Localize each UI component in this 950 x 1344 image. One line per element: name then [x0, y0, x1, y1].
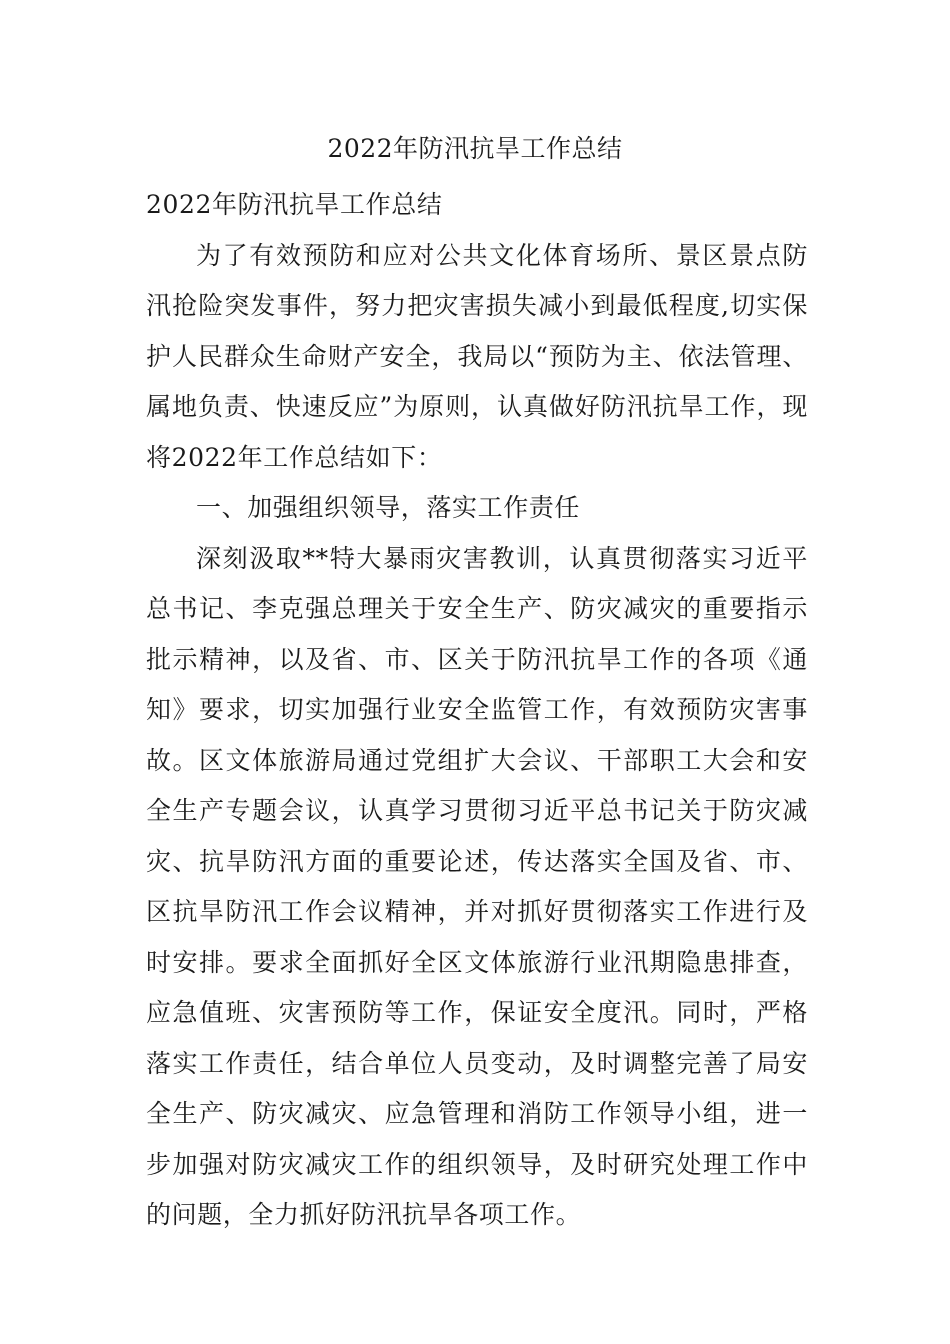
section-paragraph: 深刻汲取**特大暴雨灾害教训，认真贯彻落实习近平总书记、李克强总理关于安全生产、防灾减灾的重要指示批示精神，以及省、市、区关于防汛抗旱工作的各项《通知》要求，切实加强行业安全监管工作，有效预防灾害事故。区文体旅游局通过党组扩大会议、干部职工大会和安全生产专题会议，认真学习贯彻习近平总书记关于防灾减灾、抗旱防汛方面的重要论述，传达落实全国及省、市、区抗旱防汛工作会议精神，并对抓好贯彻落实工作进行及时安排。要求全面抓好全区文体旅游行业汛期隐患排查，应急值班、灾害预防等工作，保证安全度汛。同时，严格落实工作责任，结合单位人员变动，及时调整完善了局安全生产、防灾减灾、应急管理和消防工作领导小组，进一步加强对防灾减灾工作的组织领导，及时研究处理工作中的问题，全力抓好防汛抗旱各项工作。 — [146, 543, 808, 1229]
document-subtitle: 2022年防汛抗旱工作总结 — [146, 190, 443, 219]
section-heading: 一、加强组织领导，落实工作责任 — [196, 493, 581, 522]
document-title: 2022年防汛抗旱工作总结 — [327, 134, 623, 163]
intro-paragraph: 为了有效预防和应对公共文化体育场所、景区景点防汛抢险突发事件，努力把灾害损失减小到最低程度,切实保护人民群众生命财产安全，我局以“预防为主、依法管理、属地负责、快速反应”为原则，认真做好防汛抗旱工作，现将2022年工作总结如下： — [146, 240, 808, 472]
document-body — [146, 180, 808, 1241]
